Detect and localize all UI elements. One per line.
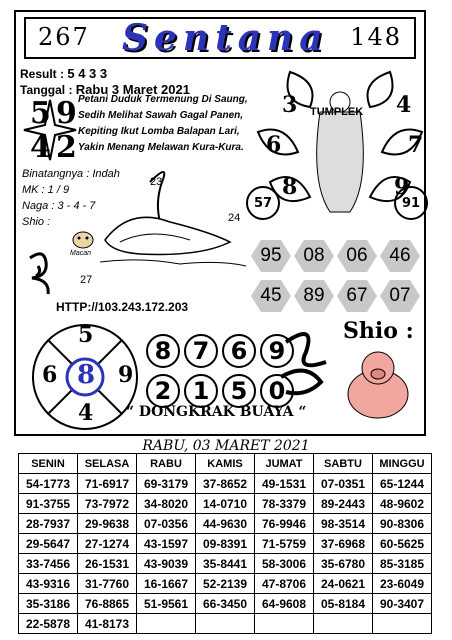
table-cell: 35-3186 — [19, 594, 78, 614]
tiger-icon — [70, 228, 96, 250]
poem-line: Sedih Melihat Sawah Gagal Panen, — [78, 110, 244, 121]
table-cell: 43-1597 — [137, 534, 196, 554]
table-cell: 66-3450 — [196, 594, 255, 614]
http-address: HTTP://103.243.172.203 — [56, 300, 189, 314]
table-cell: 14-0710 — [196, 494, 255, 514]
hex-cell: 06 — [337, 240, 377, 272]
pig-illustration — [338, 346, 418, 426]
table-cell: 89-2443 — [314, 494, 373, 514]
poem-line: Kepiting Ikut Lomba Balapan Lari, — [78, 126, 240, 137]
table-cell — [137, 614, 196, 634]
table-cell — [255, 614, 314, 634]
column-header: RABU — [137, 454, 196, 474]
tumplek-number-4: 7 — [408, 132, 424, 158]
table-cell: 91-3755 — [19, 494, 78, 514]
table-cell: 34-8020 — [137, 494, 196, 514]
shio-label: Shio : — [343, 318, 414, 344]
date-value: Rabu 3 Maret 2021 — [75, 82, 190, 97]
table-cell: 16-1667 — [137, 574, 196, 594]
table-row — [19, 574, 432, 594]
table-cell: 76-9946 — [255, 514, 314, 534]
hex-cell: 67 — [337, 280, 377, 312]
table-cell: 90-8306 — [373, 514, 432, 534]
table-cell: 27-1274 — [78, 534, 137, 554]
date-label: Tanggal — [20, 83, 66, 97]
table-cell: 54-1773 — [19, 474, 78, 494]
table-cell: 85-3185 — [373, 554, 432, 574]
shio-animal-label: Macan — [70, 250, 92, 257]
table-cell: 90-3407 — [373, 594, 432, 614]
table-cell: 28-7937 — [19, 514, 78, 534]
table-cell: 07-0356 — [137, 514, 196, 534]
table-row — [19, 534, 432, 554]
tumplek-number-1: 3 — [282, 92, 298, 118]
table-cell: 43-9316 — [19, 574, 78, 594]
table-cell: 43-9039 — [137, 554, 196, 574]
clue-binatang: Binatangnya : Indah — [22, 168, 120, 180]
circle-digit: 5 — [222, 374, 256, 408]
results-table — [18, 453, 432, 634]
column-header: JUMAT — [255, 454, 314, 474]
brand-title: Sentana — [122, 17, 329, 59]
table-cell: 76-8865 — [78, 594, 137, 614]
tumplek-number-2: 4 — [396, 92, 412, 118]
table-cell: 78-3379 — [255, 494, 314, 514]
header-right-number: 148 — [350, 23, 402, 51]
circle-digit: 7 — [184, 334, 218, 368]
table-cell: 69-3179 — [137, 474, 196, 494]
date-line: Tanggal : Rabu 3 Maret 2021 — [20, 82, 190, 97]
circle-digit: 6 — [222, 334, 256, 368]
column-header: SELASA — [78, 454, 137, 474]
circle-digit: 8 — [146, 334, 180, 368]
table-cell: 41-8173 — [78, 614, 137, 634]
table-row — [19, 594, 432, 614]
table-cell — [196, 614, 255, 634]
tumplek-bubble-1: 57 — [246, 186, 280, 220]
table-cell: 29-5647 — [19, 534, 78, 554]
result-value: 5 4 3 3 — [67, 66, 108, 81]
big-number-4: 2 — [56, 130, 77, 165]
table-cell: 47-8706 — [255, 574, 314, 594]
table-cell: 37-8652 — [196, 474, 255, 494]
big-number-3: 4 — [30, 130, 51, 165]
column-header: MINGGU — [373, 454, 432, 474]
slogan: “ DONGKRAK BUAYA “ — [126, 404, 307, 420]
cross-right: 9 — [118, 362, 134, 388]
table-row — [19, 514, 432, 534]
circle-digit: 0 — [260, 374, 294, 408]
column-header: SENIN — [19, 454, 78, 474]
table-cell: 35-8441 — [196, 554, 255, 574]
table-cell: 29-9638 — [78, 514, 137, 534]
tumplek-number-6: 9 — [394, 174, 410, 200]
big-number-1: 5 — [30, 96, 51, 131]
table-cell: 31-7760 — [78, 574, 137, 594]
table-cell: 58-3006 — [255, 554, 314, 574]
table-cell: 65-1244 — [373, 474, 432, 494]
hex-cell: 89 — [294, 280, 334, 312]
circle-digit: 9 — [260, 334, 294, 368]
table-cell: 22-5878 — [19, 614, 78, 634]
table-title: RABU, 03 MARET 2021 — [142, 438, 310, 454]
column-header: SABTU — [314, 454, 373, 474]
tumplek-number-3: 6 — [266, 132, 282, 158]
table-row — [19, 494, 432, 514]
result-line: Result : 5 4 3 3 — [20, 66, 108, 81]
header-bar — [24, 17, 416, 59]
table-cell: 48-9602 — [373, 494, 432, 514]
hex-cell: 07 — [380, 280, 420, 312]
table-cell: 44-9630 — [196, 514, 255, 534]
table-header-row — [19, 454, 432, 474]
circle-digit: 1 — [184, 374, 218, 408]
hex-cell: 95 — [251, 240, 291, 272]
table-cell: 07-0351 — [314, 474, 373, 494]
table-cell — [314, 614, 373, 634]
hex-cell: 08 — [294, 240, 334, 272]
poem-line: Petani Duduk Termenung Di Saung, — [78, 94, 248, 105]
table-cell: 24-0621 — [314, 574, 373, 594]
column-header: KAMIS — [196, 454, 255, 474]
table-cell: 64-9608 — [255, 594, 314, 614]
table-row — [19, 614, 432, 634]
swan-illustration — [100, 162, 246, 270]
table-cell: 60-5625 — [373, 534, 432, 554]
big-number-2: 9 — [56, 96, 77, 131]
table-cell: 09-8391 — [196, 534, 255, 554]
swan-number-b: 24 — [228, 212, 241, 224]
hex-cell: 46 — [380, 240, 420, 272]
table-cell: 26-1531 — [78, 554, 137, 574]
cross-top: 5 — [78, 322, 94, 348]
circle-digit: 2 — [146, 374, 180, 408]
poem-line: Yakin Menang Melawan Kura-Kura. — [78, 142, 244, 153]
tumplek-label: TUMPLEK — [310, 106, 364, 118]
table-row — [19, 554, 432, 574]
table-cell: 51-9561 — [137, 594, 196, 614]
table-cell: 49-1531 — [255, 474, 314, 494]
table-cell: 71-5759 — [255, 534, 314, 554]
table-cell — [373, 614, 432, 634]
table-cell: 73-7972 — [78, 494, 137, 514]
table-row — [19, 474, 432, 494]
table-cell: 35-6780 — [314, 554, 373, 574]
cross-bottom: 4 — [78, 400, 94, 426]
cross-center: 8 — [77, 360, 96, 390]
swan-number-a: 23 — [150, 176, 163, 188]
hex-cell: 45 — [251, 280, 291, 312]
misc-number: 27 — [80, 274, 93, 286]
table-cell: 71-6917 — [78, 474, 137, 494]
cross-left: 6 — [42, 362, 58, 388]
table-cell: 98-3514 — [314, 514, 373, 534]
header-left-number: 267 — [38, 23, 90, 51]
clue-naga: Naga : 3 - 4 - 7 — [22, 200, 96, 212]
table-cell: 52-2139 — [196, 574, 255, 594]
tumplek-number-5: 8 — [282, 174, 298, 200]
poem — [78, 92, 258, 156]
tumplek-bubble-2: 91 — [394, 186, 428, 220]
table-cell: 23-6049 — [373, 574, 432, 594]
result-label: Result — [20, 67, 57, 81]
table-cell: 05-8184 — [314, 594, 373, 614]
clue-shio: Shio : — [22, 216, 51, 228]
table-cell: 33-7456 — [19, 554, 78, 574]
scribble-icon — [24, 248, 60, 298]
scribble-icon — [276, 322, 338, 398]
clue-mk: MK : 1 / 9 — [22, 184, 70, 196]
table-cell: 37-6968 — [314, 534, 373, 554]
